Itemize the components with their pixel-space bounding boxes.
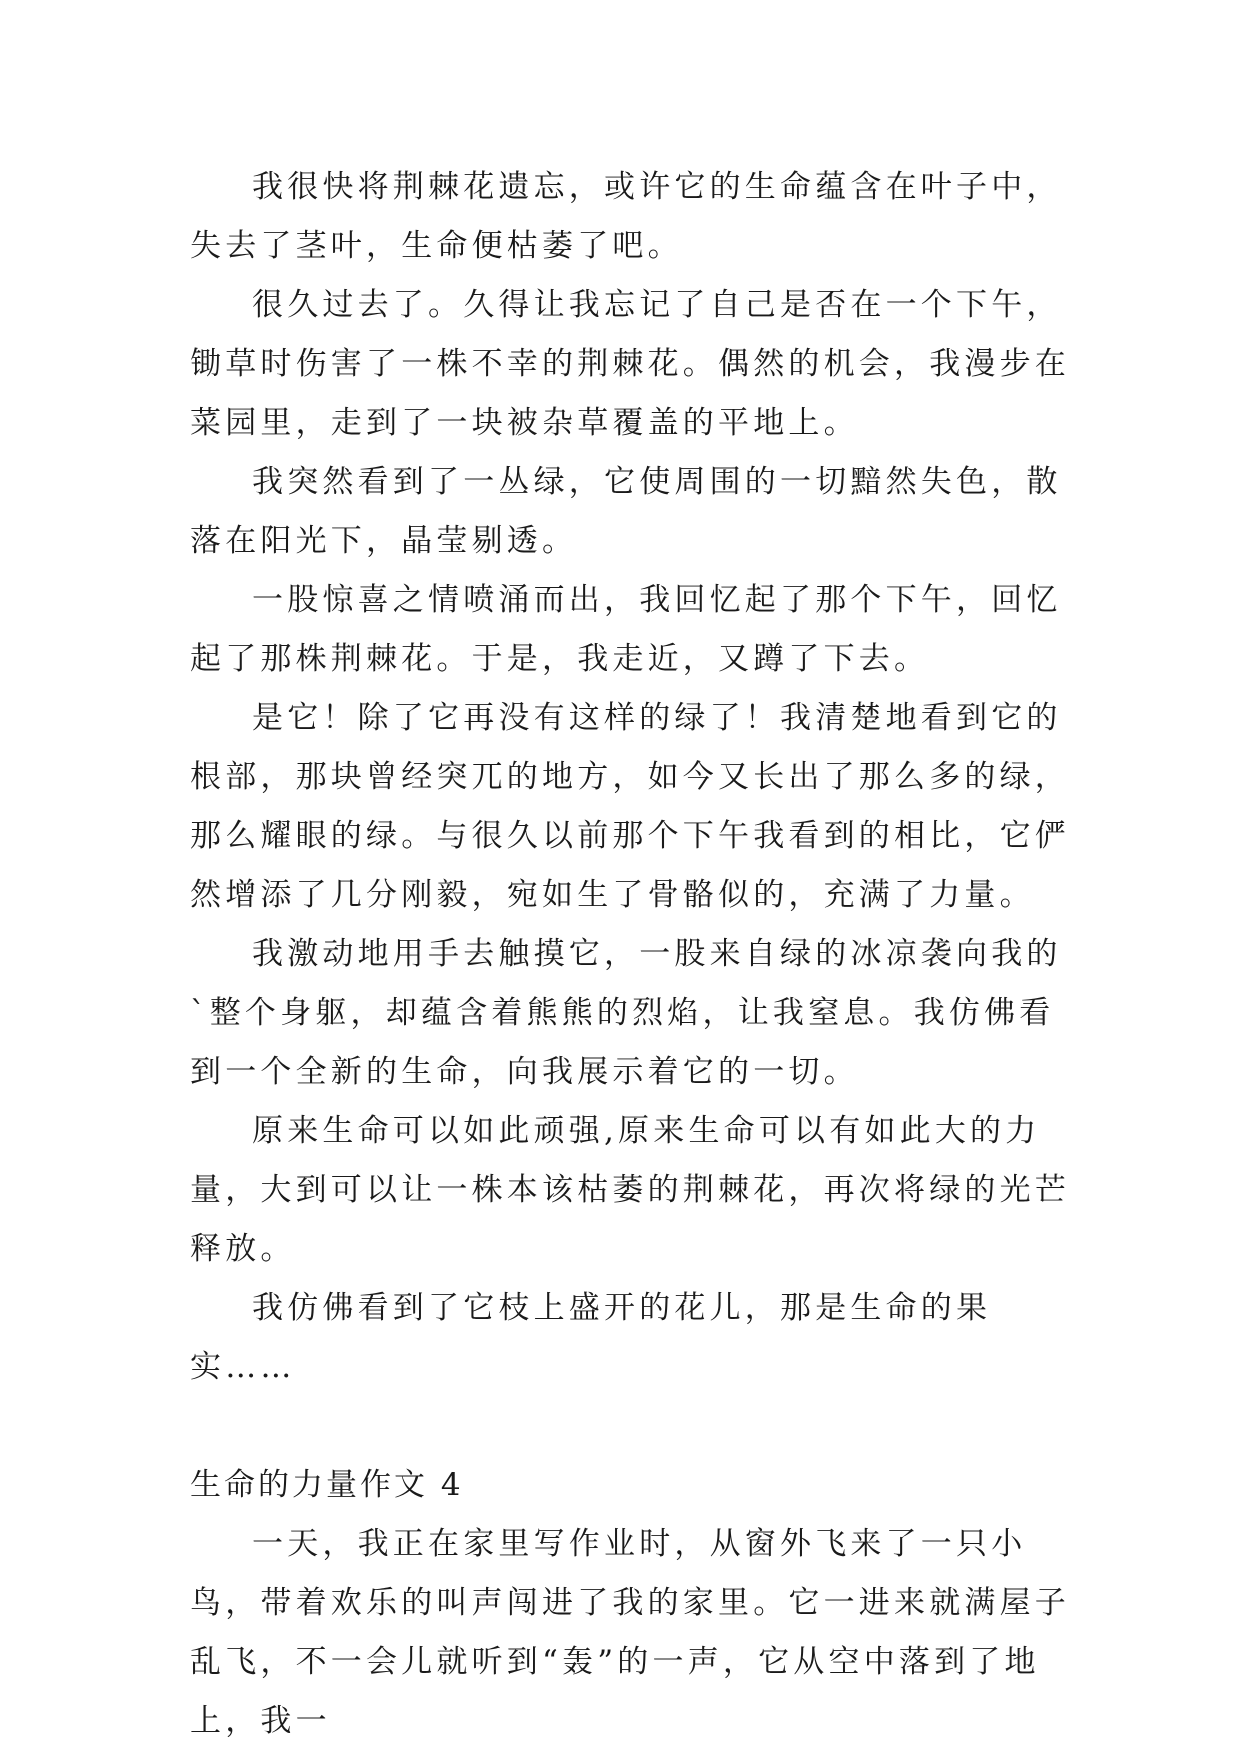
paragraph: 一天，我正在家里写作业时，从窗外飞来了一只小鸟，带着欢乐的叫声闯进了我的家里。它一进来就满屋子乱飞，不一会儿就听到“轰”的一声，它从空中落到了地上，我一	[190, 1526, 1070, 1739]
paragraph: 是它！除了它再没有这样的绿了！我清楚地看到它的根部，那块曾经突兀的地方，如今又长出了那么多的绿，那么耀眼的绿。与很久以前那个下午我看到的相比，它俨然增添了几分刚毅，宛如生了骨骼似的，充满了力量。	[190, 700, 1070, 913]
paragraph: 我很快将荆棘花遗忘，或许它的生命蕴含在叶子中，失去了茎叶，生命便枯萎了吧。	[190, 169, 1062, 264]
paragraph: 我仿佛看到了它枝上盛开的花儿，那是生命的果实……	[190, 1290, 992, 1385]
paragraph: 我突然看到了一丛绿，它使周围的一切黯然失色，散落在阳光下，晶莹剔透。	[190, 464, 1062, 559]
paragraph: 原来生命可以如此顽强,原来生命可以有如此大的力量，大到可以让一株本该枯萎的荆棘花，再次将绿的光芒释放。	[190, 1113, 1070, 1267]
document-body	[190, 158, 1070, 1751]
paragraph: 一股惊喜之情喷涌而出，我回忆起了那个下午，回忆起了那株荆棘花。于是，我走近，又蹲了下去。	[190, 582, 1062, 677]
paragraph: 我激动地用手去触摸它，一股来自绿的冰凉袭向我的`整个身躯，却蕴含着熊熊的烈焰，让我窒息。我仿佛看到一个全新的生命，向我展示着它的一切。	[190, 936, 1062, 1090]
section-title: 生命的力量作文 4	[190, 1467, 464, 1503]
paragraph: 很久过去了。久得让我忘记了自己是否在一个下午，锄草时伤害了一株不幸的荆棘花。偶然的机会，我漫步在菜园里，走到了一块被杂草覆盖的平地上。	[190, 287, 1070, 441]
